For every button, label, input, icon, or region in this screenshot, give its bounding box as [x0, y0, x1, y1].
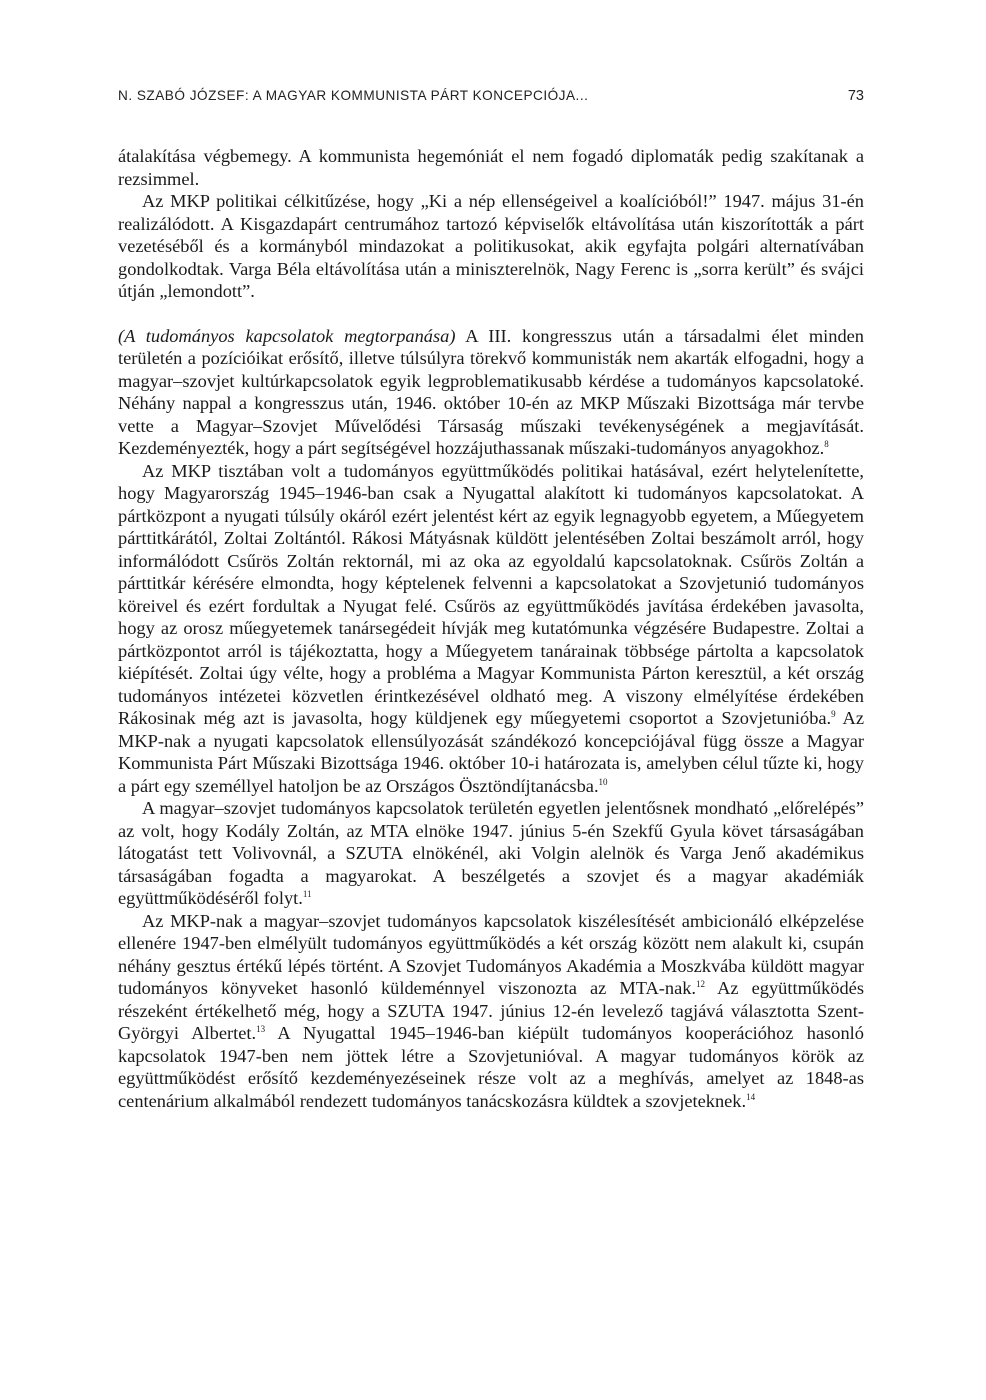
section-heading: (A tudományos kapcsolatok megtorpanása) — [118, 325, 456, 346]
paragraph-3-text: A III. kongresszus után a társadalmi élet minden területén a pozícióikat erősítő, illetve túlsúlyra törekvő kommunisták nem akarták elfogadni, hogy a magyar–szovjet kultúrkapcsolatok egyik legproblematikusabb kérdése a tudományos kapcsolatoké. Néhány nappal a kongresszus után, 1946. október 10-én az MKP Műszaki Bizottsága már tervbe vette a Magyar–Szovjet Művelődési Társaság műszaki tevékenységének a megjavítását. Kezdeményezték, hogy a párt segítségével hozzájuthassanak műszaki-tudományos anyagokhoz. — [118, 325, 864, 458]
footnote-ref-10: 10 — [598, 776, 608, 787]
paragraph-4 — [118, 460, 864, 798]
paragraph-6-text-b: Az együttműködés részeként értékelhető még, hogy a SZUTA 1947. június 12-én levelező tagjává választotta Szent-Györgyi Albertet. — [118, 978, 864, 1043]
paragraph-4-text-a: Az MKP tisztában volt a tudományos együttműködés politikai hatásával, ezért helytelenítette, hogy Magyarország 1945–1946-ban csak a Nyugattal alakított ki tudományos kapcsolatokat. A pártközpont a nyugati túlsúly okáról ezért jelentést kért az egyik legnagyobb egyetem, a Műegyetem párttitkárától, Zoltai Zoltántól. Rákosi Mátyásnak küldött jelentésében Zoltai beszámolt arról, hogy informálódott Csűrös Zoltán rektornál, mi az oka az egyoldalú kapcsolatoknak. Csűrös Zoltán a párttitkár kérésére elmondta, hogy képtelenek felvenni a kapcsolatokat a Szovjetunió tudományos köreivel és ezért fordultak a Nyugat felé. Csűrös az együttműködés javítása érdekében javasolta, hogy az orosz műegyetemek tanársegédeit hívják meg kutatómunka végzésére Budapestre. Zoltai a pártközpontot arról is tájékoztatta, hogy a Műegyetem tanárainak többsége pártolta a kapcsolatok kiépítését. Zoltai úgy vélte, hogy a probléma a Magyar Kommunista Párton keresztül, a két ország tudományos intézetei közvetlen érintkezésével oldható meg. A viszony elmélyítése érdekében Rákosinak még azt is javasolta, hogy küldjenek egy műegyetemi csoportot a Szovjetunióba. — [118, 460, 864, 728]
paragraph-2-text: Az MKP politikai célkitűzése, hogy „Ki a nép ellenségeivel a koalícióból!” 1947. május 31-én realizálódott. A Kisgazdapárt centrumához tartozó képviselők eltávolítása után kiszorították a párt vezetéséből és a kormányból mindazokat a politikusokat, akik egyfajta polgári alternatívában gondolkodtak. Varga Béla eltávolítása után a miniszterelnök, Nagy Ferenc is „sorra került” és svájci útján „lemondott”. — [118, 191, 864, 301]
running-title: N. SZABÓ JÓZSEF: A MAGYAR KOMMUNISTA PÁRT KONCEPCIÓJA... — [118, 88, 589, 103]
paragraph-6 — [118, 910, 864, 1113]
paragraph-1-text: átalakítása végbemegy. A kommunista hegemóniát el nem fogadó diplomaták pedig szakítanak a rezsimmel. — [118, 146, 864, 189]
paragraph-6-text-c: A Nyugattal 1945–1946-ban kiépült tudományos kooperációhoz hasonló kapcsolatok 1947-ben nem jöttek létre a Szovjetunióval. A magyar tudományos körök az együttműködést erősítő kezdeményezéseinek része volt az a meghívás, amelyet az 1848-as centenárium alkalmából rendezett tudományos tanácskozásra küldtek a szovjeteknek. — [118, 1023, 864, 1111]
paragraph-4-text-b: Az MKP-nak a nyugati kapcsolatok ellensúlyozását szándékozó koncepciójával függ össze a Magyar Kommunista Párt Műszaki Bizottsága 1946. október 10-i határozata is, amelyben célul tűzte ki, hogy a párt egy személlyel hatoljon be az Országos Ösztöndíjtanácsba. — [118, 708, 864, 796]
footnote-ref-13: 13 — [256, 1024, 266, 1034]
paragraph-5-text: A magyar–szovjet tudományos kapcsolatok területén egyetlen jelentősnek mondható „előrelépés” az volt, hogy Kodály Zoltán, az MTA elnöke 1947. június 5-én Szekfű Gyula követ társaságában látogatást tett Volivovnál, a SZUTA elnökénél, aki Volgin alelnök és Varga Jenő akadémikus társaságában fogadta a magyarokat. A beszélgetés a szovjet és a magyar akadémiák együttműködéséről folyt. — [118, 798, 864, 908]
footnote-ref-12: 12 — [696, 979, 706, 989]
footnote-ref-11: 11 — [302, 889, 312, 899]
paragraph-2 — [118, 190, 864, 303]
paragraph-1 — [118, 145, 864, 190]
footnote-ref-8: 8 — [824, 439, 829, 449]
paragraph-5 — [118, 797, 864, 910]
body-text — [118, 145, 864, 1112]
paragraph-6-text-a: Az MKP-nak a magyar–szovjet tudományos kapcsolatok kiszélesítését ambicionáló elképzelése ellenére 1947-ben elmélyült tudományos együttműködés a két ország között nem alakult ki, csupán néhány gesztus értékű lépés történt. A Szovjet Tudományos Akadémia a Moszkvába küldött magyar tudományos könyveket hasonló küldeménnyel viszonozta az MTA-nak. — [118, 910, 864, 998]
paragraph-3 — [118, 325, 864, 460]
running-header — [118, 88, 864, 108]
footnote-ref-14: 14 — [746, 1091, 756, 1102]
footnote-ref-9: 9 — [831, 709, 836, 719]
page-number: 73 — [847, 88, 864, 104]
